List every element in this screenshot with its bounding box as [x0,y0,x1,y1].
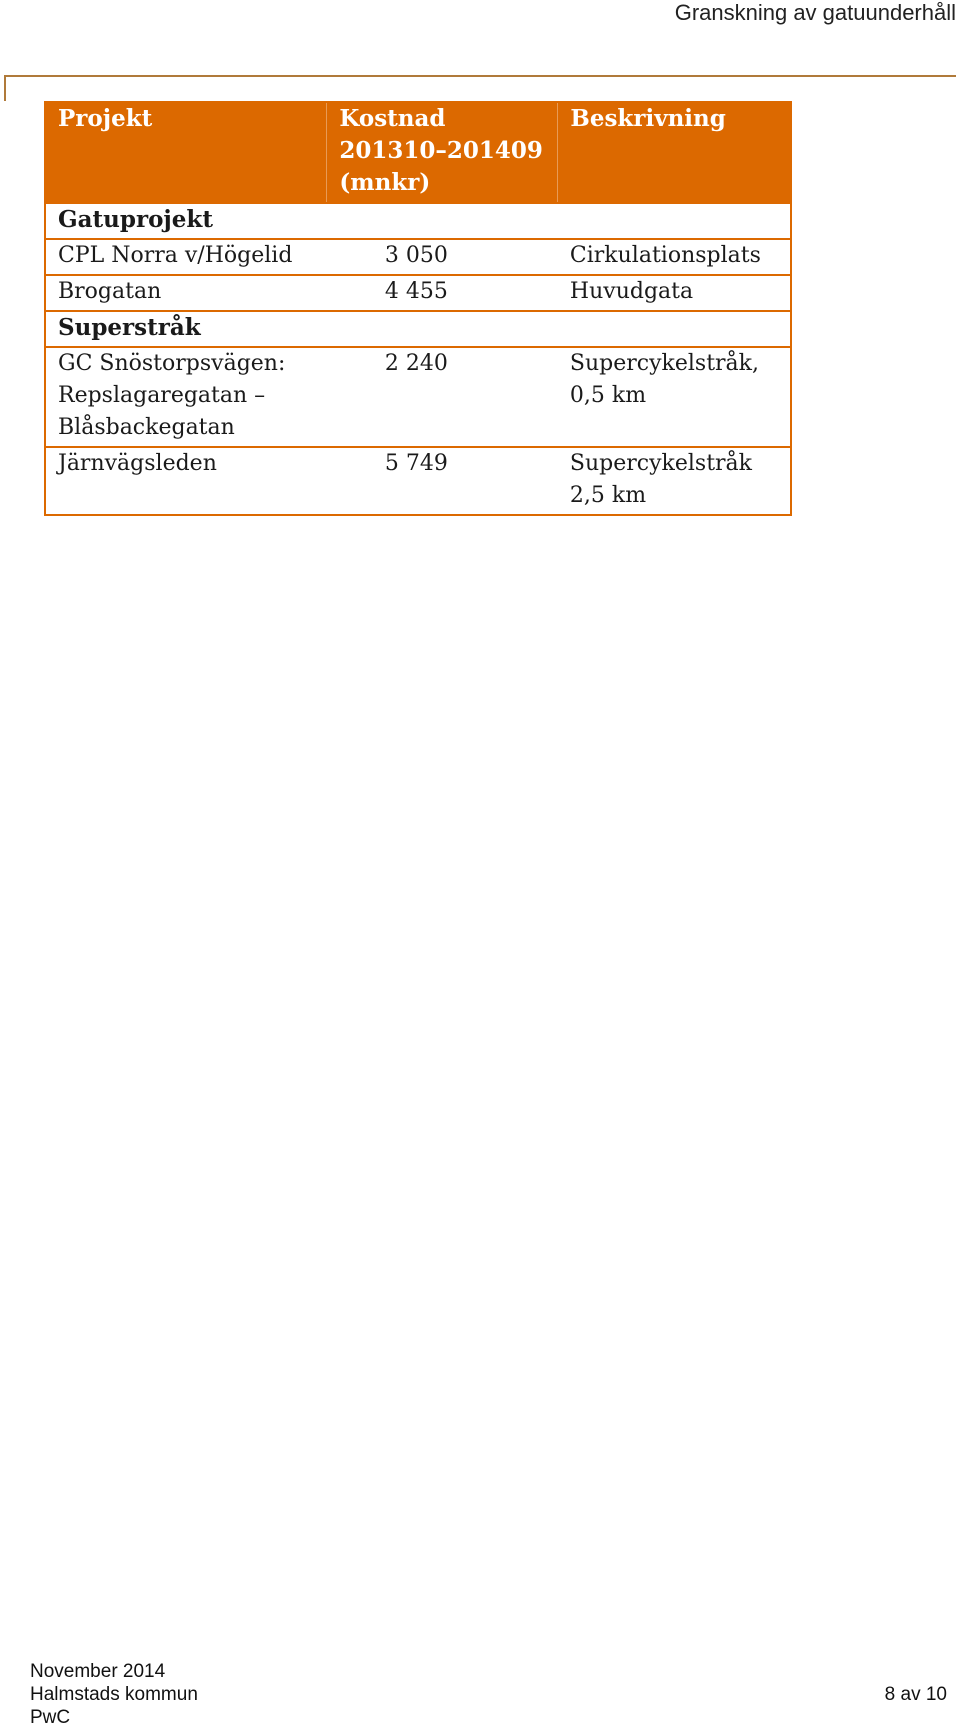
table-row [45,347,791,447]
column-header-kostnad: Kostnad 201310–201409 (mnkr) [327,102,558,203]
footer-company: PwC [30,1707,71,1728]
cell-beskrivning: Huvudgata [558,275,791,311]
table-row [45,239,791,275]
page-footer [30,1660,198,1729]
cell-projekt: Järnvägsleden [45,447,327,515]
footer-organization: Halmstads kommun [30,1684,198,1705]
section-row-superstrak [45,311,791,347]
page-number: 8 av 10 [884,1684,947,1705]
section-title: Gatuprojekt [45,203,791,239]
cell-kostnad: 4 455 [327,275,558,311]
table-header-row [45,102,791,203]
cell-kostnad: 2 240 [327,347,558,447]
header-rule-tick [4,75,6,101]
document-title: Granskning av gatuunderhåll [674,0,956,25]
table-row [45,275,791,311]
cell-kostnad: 3 050 [327,239,558,275]
cell-beskrivning: Supercykelstråk 2,5 km [558,447,791,515]
footer-date: November 2014 [30,1661,166,1682]
cell-beskrivning: Supercykelstråk, 0,5 km [558,347,791,447]
cell-projekt: CPL Norra v/Högelid [45,239,327,275]
cell-projekt: GC Snöstorpsvägen: Repslagaregatan – Blåsbackegatan [45,347,327,447]
column-header-projekt: Projekt [45,102,327,203]
section-title: Superstråk [45,311,791,347]
table-row [45,447,791,515]
cell-kostnad: 5 749 [327,447,558,515]
cell-projekt: Brogatan [45,275,327,311]
project-cost-table [44,101,792,516]
header-rule [4,75,956,77]
column-header-beskrivning: Beskrivning [558,102,791,203]
section-row-gatuprojekt [45,203,791,239]
cell-beskrivning: Cirkulationsplats [558,239,791,275]
